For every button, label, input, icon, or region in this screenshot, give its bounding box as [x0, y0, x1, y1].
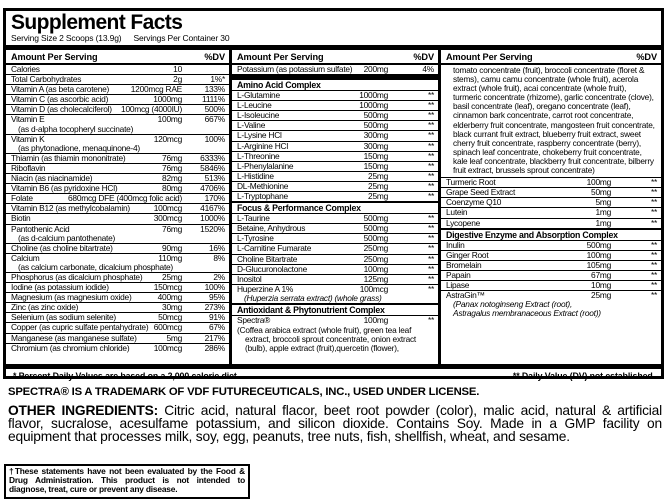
nutrient-dv: ** [650, 207, 657, 218]
nutrient-amount: 100mg [157, 114, 182, 125]
nutrient-dv: ** [650, 217, 657, 228]
amount-per-serving-label: Amount Per Serving [11, 51, 98, 62]
nutrient-name: Vitamin B6 (as pyridoxine HCl) [11, 183, 118, 194]
nutrient-dv: 4706% [200, 183, 225, 194]
daily-value-footnote: * Percent Daily Values are based on a 2,000 calorie diet. [13, 371, 240, 381]
nutrient-name: Ginger Root [446, 249, 489, 260]
nutrient-name: L-Histidine [237, 170, 274, 181]
nutrient-name: Vitamin C (as ascorbic acid) [11, 94, 109, 105]
nutrient-name: Folate [11, 193, 33, 204]
nutrient-amount: 80mg [162, 183, 182, 194]
nutrient-row [441, 187, 661, 197]
nutrient-name: Spectra® [237, 314, 271, 325]
nutrient-row [232, 254, 438, 264]
nutrient-row [6, 74, 229, 84]
nutrient-dv: 286% [204, 342, 225, 353]
nutrient-name: Manganese (as manganese sulfate) [11, 332, 137, 343]
nutrient-dv: 1%* [210, 74, 225, 85]
nutrient-row [232, 141, 438, 151]
nutrient-dv: ** [427, 253, 434, 264]
nutrient-name: Lutein [446, 207, 468, 218]
nutrient-dv: 16% [208, 242, 225, 253]
nutrient-dv: ** [650, 290, 657, 301]
nutrient-row [232, 151, 438, 161]
nutrient-name: Inositol [237, 273, 262, 284]
nutrient-dv: ** [427, 263, 434, 274]
column-complexes [232, 50, 438, 364]
nutrient-amount: 120mcg [153, 133, 182, 144]
dv-label: %DV [413, 51, 434, 62]
nutrient-amount: 100mcg [153, 203, 182, 214]
nutrient-row [232, 264, 438, 274]
complex-section-header: Amino Acid Complex [237, 80, 321, 91]
nutrient-amount: 25mg [368, 180, 388, 191]
nutrient-row [232, 161, 438, 171]
supplement-facts-panel [3, 8, 664, 379]
nutrient-amount: 10mg [591, 279, 611, 290]
nutrient-amount: 100mg [586, 177, 611, 188]
nutrient-amount: 250mg [363, 243, 388, 254]
nutrient-source-note: (Panax notoginseng Extract (root), [453, 299, 573, 310]
nutrient-name: L-Isoleucine [237, 110, 280, 121]
nutrient-row [6, 134, 229, 153]
nutrient-amount: 500mg [363, 120, 388, 131]
nutrient-dv: 91% [208, 312, 225, 323]
nutrient-name: L-Leucine [237, 100, 272, 111]
nutrient-amount: 25mg [368, 170, 388, 181]
nutrient-source-note: (as d-calcium pantothenate) [18, 232, 116, 243]
nutrient-amount: 300mg [363, 130, 388, 141]
nutrient-amount: 150mg [363, 160, 388, 171]
nutrient-name: L-Phenylalanine [237, 160, 294, 171]
nutrient-row [232, 191, 438, 201]
nutrient-dv: ** [650, 269, 657, 280]
column-header [441, 50, 661, 65]
dv-label: %DV [636, 51, 657, 62]
nutrient-row [441, 218, 661, 228]
nutrient-dv: 95% [208, 292, 225, 303]
nutrient-row [232, 90, 438, 100]
nutrient-dv: ** [427, 130, 434, 141]
nutrient-name: Huperzine A 1% [237, 283, 294, 294]
nutrient-amount: 200mg [363, 64, 388, 74]
nutrient-dv: 5846% [200, 162, 225, 173]
nutrient-row [6, 312, 229, 322]
nutrient-name: Lipase [446, 279, 470, 290]
nutrient-amount: 680mcg DFE (400mcg folic acid) [68, 193, 182, 204]
nutrient-row [6, 343, 229, 353]
middle-column-rows [232, 65, 438, 355]
nutrient-dv: ** [427, 233, 434, 244]
nutrient-row [441, 270, 661, 280]
nutrient-name: Papain [446, 269, 471, 280]
nutrient-name: Selenium (as sodium selenite) [11, 312, 116, 323]
nutrient-name: L-Lysine HCl [237, 130, 282, 141]
nutrient-name: Coenzyme Q10 [446, 197, 502, 208]
nutrient-amount: 50mcg [158, 312, 182, 323]
nutrient-name: Zinc (as zinc oxide) [11, 302, 79, 313]
nutrient-row [6, 84, 229, 94]
nutrient-name: Calories [11, 64, 40, 74]
nutrient-row [232, 100, 438, 110]
nutrient-amount: 76mg [162, 152, 182, 163]
nutrient-amount: 105mg [586, 259, 611, 270]
nutrient-row [6, 322, 229, 332]
nutrient-amount: 500mg [363, 223, 388, 234]
nutrient-dv: 8% [213, 252, 225, 263]
nutrient-row [232, 243, 438, 253]
nutrient-amount: 500mg [363, 233, 388, 244]
nutrient-name: L-Tyrosine [237, 233, 274, 244]
panel-title: Supplement Facts [11, 11, 183, 34]
nutrient-amount: 25mg [591, 290, 611, 301]
nutrient-name: Choline Bitartrate [237, 253, 298, 264]
nutrient-row [232, 120, 438, 130]
nutrient-dv: 100% [204, 282, 225, 293]
nutrient-dv: 133% [204, 84, 225, 95]
nutrient-name: Betaine, Anhydrous [237, 223, 306, 234]
fda-disclaimer-box: †These statements have not been evaluated by the Food & Drug Administration. This product is not intended to diagnose, treat, cure or prevent any disease. [4, 464, 250, 499]
nutrient-row [232, 65, 438, 74]
nutrient-amount: 400mg [157, 292, 182, 303]
nutrient-row [6, 193, 229, 203]
nutrient-row [6, 243, 229, 253]
nutrient-amount: 100mcg [359, 283, 388, 294]
nutrient-name: L-Arginine HCl [237, 140, 288, 151]
nutrient-amount: 1000mg [359, 100, 388, 111]
nutrient-dv: 500% [204, 104, 225, 115]
nutrient-dv: ** [650, 249, 657, 260]
nutrient-name: AstraGin™ [446, 290, 485, 301]
nutrient-name: Copper (as cupric sulfate pentahydrate) [11, 322, 149, 333]
nutrient-amount: 90mg [162, 242, 182, 253]
nutrient-row [6, 173, 229, 183]
nutrient-row [232, 181, 438, 191]
nutrient-amount: 1000mg [153, 94, 182, 105]
nutrient-dv: 100% [204, 133, 225, 144]
nutrient-name: Potassium (as potassium sulfate) [237, 64, 353, 74]
nutrient-name: Vitamin K [11, 133, 45, 144]
column-header [232, 50, 438, 65]
complex-section-header: Digestive Enzyme and Absorption Complex [441, 228, 661, 240]
nutrient-row [6, 153, 229, 163]
column-header [6, 50, 229, 65]
nutrient-dv: ** [427, 314, 434, 325]
nutrient-amount: 600mcg [153, 322, 182, 333]
nutrient-row [441, 280, 661, 290]
nutrient-name: L-Carnitine Fumarate [237, 243, 312, 254]
serving-size: Serving Size 2 Scoops (13.9g) [11, 33, 122, 43]
ingredient-list-text: (Coffea arabica extract (whole fruit), green tea leaf extract, broccoli sprout concentrate, onion extract (bulb), apple extract (fruit),quercetin (flower), [237, 325, 417, 354]
nutrient-dv: ** [427, 120, 434, 131]
amount-per-serving-label: Amount Per Serving [237, 51, 324, 62]
nutrient-row [6, 183, 229, 193]
nutrient-amount: 100mg [363, 314, 388, 325]
panel-footer [6, 364, 661, 381]
nutrient-amount: 1000mg [359, 90, 388, 101]
nutrient-dv: 6333% [200, 152, 225, 163]
serving-info [11, 34, 656, 43]
nutrient-dv: 1000% [200, 213, 225, 224]
nutrient-amount: 100mcg [153, 342, 182, 353]
nutrient-row [6, 282, 229, 292]
nutrient-dv: ** [427, 90, 434, 101]
nutrient-name: Pantothenic Acid [11, 223, 70, 234]
complex-section-header: Focus & Performance Complex [232, 201, 438, 213]
nutrient-name: L-Threonine [237, 150, 280, 161]
nutrient-row [6, 114, 229, 133]
nutrient-row [6, 333, 229, 343]
left-column-rows [6, 65, 229, 353]
nutrient-row [441, 250, 661, 260]
nutrient-amount: 500mg [363, 110, 388, 121]
nutrient-name: Turmeric Root [446, 177, 496, 188]
nutrient-amount: 2g [173, 74, 182, 85]
nutrient-amount: 25mg [368, 191, 388, 202]
other-ingredients-heading: OTHER INGREDIENTS: [8, 403, 159, 418]
nutrient-row [232, 233, 438, 243]
nutrient-dv: ** [650, 187, 657, 198]
nutrient-amount: 250mg [363, 253, 388, 264]
servings-per-container: Servings Per Container 30 [133, 33, 230, 43]
column-vitamins-minerals [6, 50, 229, 364]
complex-section-header: Antioxidant & Phytonutrient Complex [232, 303, 438, 315]
nutrient-row [232, 284, 438, 303]
nutrient-amount: 300mg [363, 140, 388, 151]
nutrient-dv: ** [427, 213, 434, 224]
nutrient-amount: 100mg [586, 249, 611, 260]
nutrient-name: Thiamin (as thiamin mononitrate) [11, 152, 126, 163]
nutrient-amount: 100mg [363, 263, 388, 274]
nutrient-dv: ** [427, 100, 434, 111]
nutrient-dv: 667% [204, 114, 225, 125]
nutrient-amount: 1mg [595, 207, 611, 218]
nutrient-name: DL-Methionine [237, 180, 289, 191]
nutrient-amount: 25mg [162, 271, 182, 282]
nutrient-name: Iodine (as potassium iodide) [11, 282, 109, 293]
nutrient-name: Bromelain [446, 259, 482, 270]
amount-per-serving-label: Amount Per Serving [446, 51, 533, 62]
nutrient-row [441, 177, 661, 187]
nutrient-dv: 1520% [200, 223, 225, 234]
nutrient-dv: ** [427, 243, 434, 254]
trademark-line: SPECTRA® IS A TRADEMARK OF VDF FUTURECEUTICALS, INC., USED UNDER LICENSE. [8, 386, 480, 398]
nutrient-dv: ** [427, 170, 434, 181]
other-ingredients [8, 405, 662, 443]
nutrient-amount: 110mg [158, 252, 182, 263]
other-ingredients-text: Citric acid, natural flacor, beet root powder (color), malic acid, natural & artificial flavor, sucralose, acesulfame potassium, and silicon dioxide. Contains Soy. Made in a GMP facility on equipment that processes milk, soy, egg, peanuts, tree nuts, fish, shellfish, wheat, and sesame. [8, 403, 662, 444]
nutrient-dv: 513% [204, 173, 225, 184]
nutrient-dv: ** [427, 140, 434, 151]
nutrient-dv: ** [427, 150, 434, 161]
nutrient-amount: 300mcg [153, 213, 182, 224]
nutrient-amount: 500mg [363, 213, 388, 224]
nutrient-row [6, 253, 229, 272]
nutrient-dv: ** [427, 191, 434, 202]
nutrient-name: Vitamin D (as cholecalciferol) [11, 104, 112, 115]
nutrient-dv: ** [427, 180, 434, 191]
nutrient-dv: ** [650, 239, 657, 250]
nutrient-name: Riboflavin [11, 162, 46, 173]
nutrient-name: L-Tryptophane [237, 191, 288, 202]
nutrient-dv: 1111% [202, 94, 225, 105]
nutrient-row [6, 224, 229, 243]
nutrient-amount: 30mg [162, 302, 182, 313]
nutrient-row [232, 110, 438, 120]
nutrient-name: Niacin (as niacinamide) [11, 173, 93, 184]
nutrient-dv: ** [650, 177, 657, 188]
nutrient-amount: 76mg [162, 162, 182, 173]
nutrient-amount: 5mg [595, 197, 611, 208]
nutrient-dv: ** [650, 279, 657, 290]
nutrient-amount: 150mg [363, 150, 388, 161]
nutrient-amount: 100mcg (4000IU) [121, 104, 182, 115]
nutrient-row [441, 240, 661, 250]
nutrient-name: Calcium [11, 252, 40, 263]
nutrient-row [232, 274, 438, 284]
nutrient-dv: ** [427, 160, 434, 171]
nutrient-name: Biotin [11, 213, 31, 224]
nutrient-row [232, 315, 438, 325]
nutrient-name: Total Carbohydrates [11, 74, 82, 85]
nutrient-name: Vitamin E [11, 114, 45, 125]
column-digestive [441, 50, 661, 364]
nutrient-row [6, 272, 229, 282]
nutrient-row [441, 197, 661, 207]
nutrient-dv: 2% [213, 271, 225, 282]
ingredient-list-text: tomato concentrate (fruit), broccoli concentrate (floret & stems), camu camu concentrate (whole fruit), acerola extract (whole fruit), acai concentrate (whole fruit), turmeric concentrate (rhizome), garlic concentrate (clove), basil concentrate (leaf), oregano concentrate (leaf), cinnamon bark concentrate, carrot root concentrate, elderberry fruit concentrate, mangosteen fruit concentrate, black currant fruit extract, blueberry fruit extract, sweet cherry fruit concentrate, raspberry concentrate (berry), spinach leaf concentrate, chokeberry fruit concentrate, kale leaf concentrate, blackberry fruit concentrate, bilberry fruit extract, brussels sprout concentrate) [453, 65, 655, 176]
nutrient-dv: ** [427, 223, 434, 234]
right-column-rows [441, 65, 661, 318]
nutrient-row [6, 203, 229, 213]
nutrient-source-note: Astragalus membranaceous Extract (root)) [453, 308, 601, 319]
facts-columns [6, 50, 661, 364]
nutrient-row [232, 130, 438, 140]
nutrient-amount: 76mg [162, 223, 182, 234]
panel-title-block [6, 11, 661, 43]
nutrient-amount: 50mg [591, 187, 611, 198]
nutrient-dv: 217% [204, 332, 225, 343]
nutrient-name: Vitamin A (as beta carotene) [11, 84, 110, 95]
nutrient-source-note: (as phytonadione, menaquinone-4) [18, 142, 140, 153]
nutrient-row [6, 302, 229, 312]
dv-not-established-footnote: ** Daily Value (DV) not established. [512, 371, 655, 381]
nutrient-dv: 4% [422, 64, 434, 74]
dv-label: %DV [204, 51, 225, 62]
nutrient-dv: ** [427, 110, 434, 121]
nutrient-amount: 125mg [363, 273, 388, 284]
nutrient-source-note: (as d-alpha tocopheryl succinate) [18, 123, 134, 134]
nutrient-row [441, 290, 661, 318]
nutrient-source-note: (Huperzia serrata extract) (whole grass) [244, 292, 382, 303]
nutrient-name: L-Glutamine [237, 90, 280, 101]
nutrient-amount: 82mg [162, 173, 182, 184]
nutrient-amount: 1mg [595, 217, 611, 228]
nutrient-row [6, 94, 229, 104]
nutrient-name: Inulin [446, 239, 465, 250]
nutrient-source-note: (as calcium carbonate, dicalcium phosphate) [18, 261, 173, 272]
nutrient-dv: 67% [208, 322, 225, 333]
nutrient-name: Phosphorus (as dicalcium phosphate) [11, 271, 143, 282]
nutrient-row [232, 171, 438, 181]
nutrient-dv: ** [650, 259, 657, 270]
nutrient-name: Choline (as choline bitartrate) [11, 242, 113, 253]
nutrient-amount: 5mg [166, 332, 182, 343]
nutrient-row [6, 163, 229, 173]
nutrient-row [232, 213, 438, 223]
nutrient-row [6, 65, 229, 74]
nutrient-name: Chromium (as chromium chloride) [11, 342, 130, 353]
nutrient-dv: ** [427, 273, 434, 284]
nutrient-name: L-Valine [237, 120, 266, 131]
nutrient-row [6, 104, 229, 114]
nutrient-dv: ** [650, 197, 657, 208]
nutrient-row [6, 213, 229, 223]
nutrient-dv: ** [427, 283, 434, 294]
nutrient-amount: 10 [173, 64, 182, 74]
nutrient-name: Magnesium (as magnesium oxide) [11, 292, 132, 303]
nutrient-row [232, 223, 438, 233]
nutrient-row [441, 207, 661, 217]
nutrient-dv: 4167% [200, 203, 225, 214]
nutrient-amount: 67mg [591, 269, 611, 280]
nutrient-dv: 273% [204, 302, 225, 313]
nutrient-amount: 500mg [586, 239, 611, 250]
nutrient-row [441, 260, 661, 270]
nutrient-name: Vitamin B12 (as methylcobalamin) [11, 203, 130, 214]
nutrient-name: L-Taurine [237, 213, 270, 224]
nutrient-row [6, 292, 229, 302]
nutrient-amount: 1200mcg RAE [130, 84, 182, 95]
nutrient-name: D-Glucuronolactone [237, 263, 307, 274]
nutrient-amount: 150mcg [153, 282, 182, 293]
nutrient-name: Lycopene [446, 217, 481, 228]
nutrient-dv: 170% [204, 193, 225, 204]
nutrient-name: Grape Seed Extract [446, 187, 516, 198]
